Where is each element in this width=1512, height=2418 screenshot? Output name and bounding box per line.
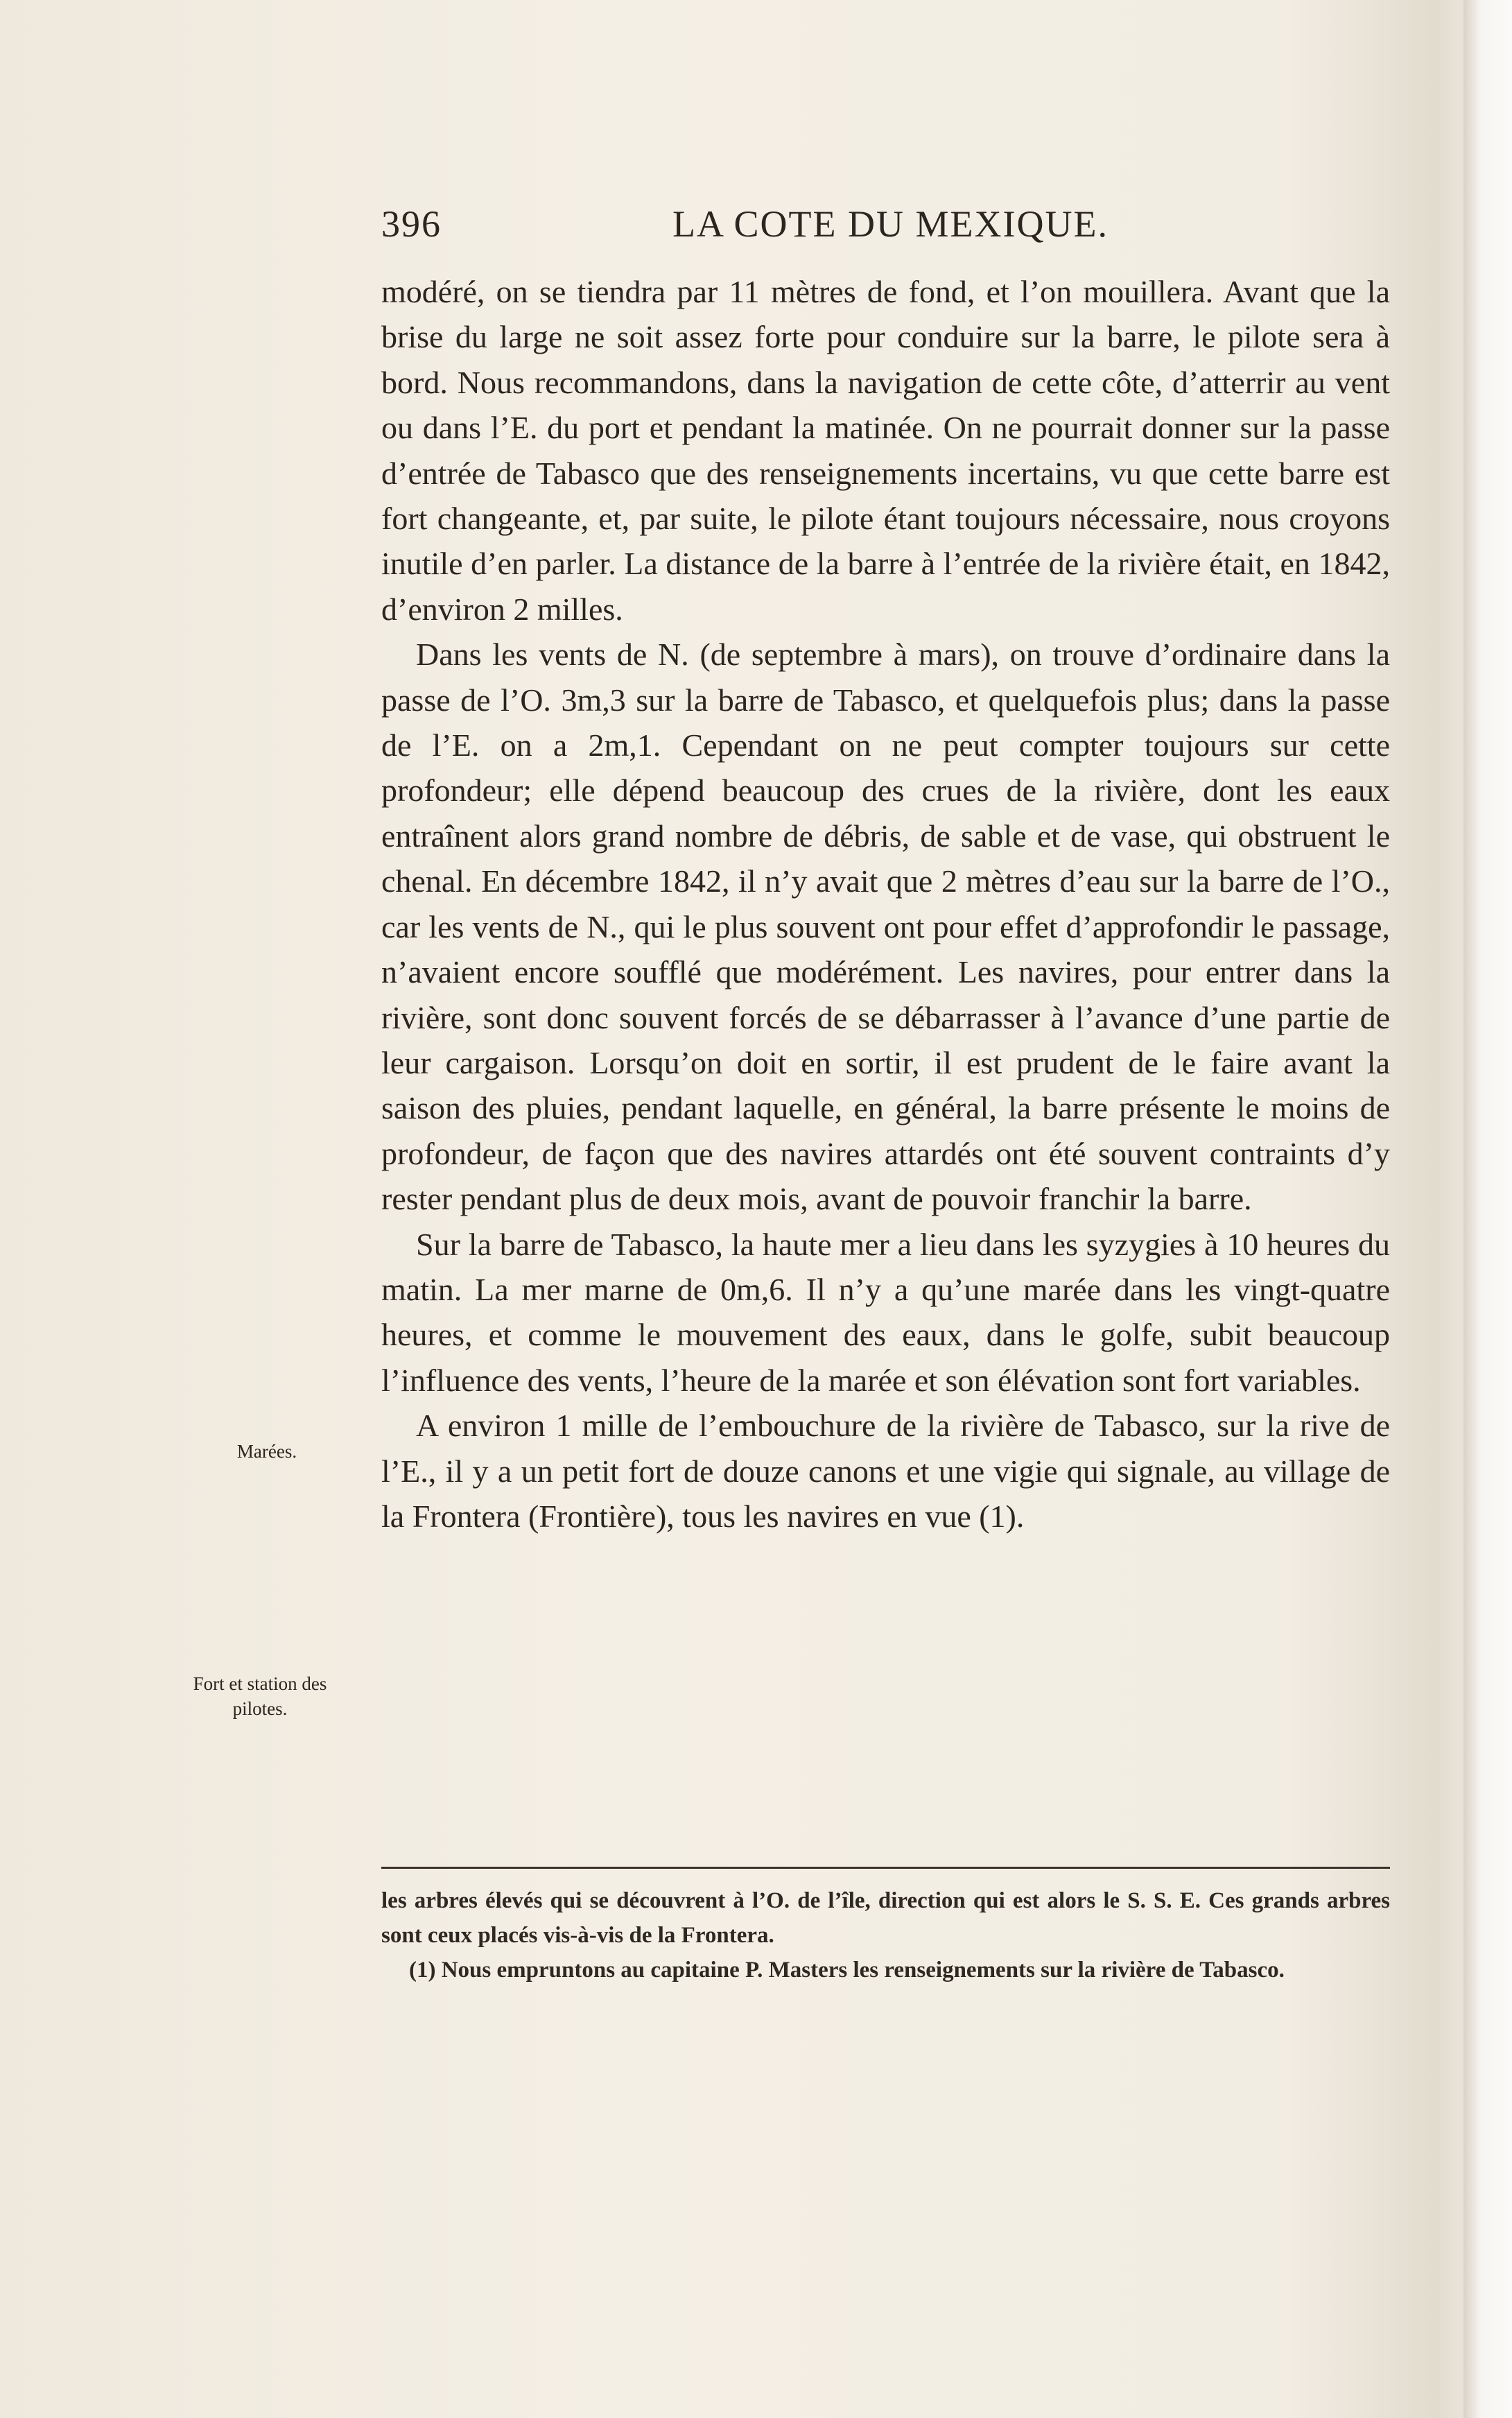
paragraph: modéré, on se tiendra par 11 mètres de fond, et l’on mouillera. Avant que la brise du large ne soit assez forte pour conduire sur la barre, le pilote sera à bord. Nous recommandons, dans la navigation de cette côte, d’atterrir au vent ou dans l’E. du port et pendant la matinée. On ne pourrait donner sur la passe d’entrée de Tabasco que des renseignements incertains, vu que cette barre est fort changeante, et, par suite, le pilote étant toujours nécessaire, nous croyons inutile d’en parler. La distance de la barre à l’entrée de la rivière était, en 1842, d’environ 2 milles. (381, 274, 1390, 627)
footnotes (381, 1883, 1390, 1987)
running-title: LA COTE DU MEXIQUE. (672, 203, 1109, 245)
main-text (381, 269, 1390, 1539)
footnote-divider (381, 1867, 1390, 1869)
paragraph: A environ 1 mille de l’embouchure de la rivière de Tabasco, sur la rive de l’E., il y a un petit fort de douze canons et une vigie qui signale, au village de la Frontera (Frontière), tous les navires en vue (1). (381, 1408, 1390, 1534)
running-header (381, 202, 1390, 265)
paragraph: Sur la barre de Tabasco, la haute mer a lieu dans les syzygies à 10 heures du matin. La mer marne de 0m,6. Il n’y a qu’une marée dans les vingt-quatre heures, et comme le mouvement des eaux, dans le golfe, subit beaucoup l’influence des vents, l’heure de la marée et son élévation sont fort variables. (381, 1226, 1390, 1398)
paragraph: Dans les vents de N. (de septembre à mars), on trouve d’ordinaire dans la passe de l’O. 3m,3 sur la barre de Tabasco, et quelquefois plus; dans la passe de l’E. on a 2m,1. Cependant on ne peut compter toujours sur cette profondeur; elle dépend beaucoup des crues de la rivière, dont les eaux entraînent alors grand nombre de débris, de sable et de vase, qui obstruent le chenal. En décembre 1842, il n’y avait que 2 mètres d’eau sur la barre de l’O., car les vents de N., qui le plus souvent ont pour effet d’approfondir le passage, n’avaient encore soufflé que modérément. Les navires, pour entrer dans la rivière, sont donc souvent forcés de se débarrasser à l’avance d’une partie de leur cargaison. Lorsqu’on doit en sortir, il est prudent de le faire avant la saison des pluies, pendant laquelle, en général, la barre présente le moins de profondeur, de façon que des navires attardés ont été souvent contraints d’y rester pendant plus de deux mois, avant de pouvoir franchir la barre. (381, 637, 1390, 1217)
page-edge (1463, 0, 1512, 2418)
footnote: les arbres élevés qui se découvrent à l’O. de l’île, direction qui est alors le S. S. E. Ces grands arbres sont ceux placés vis-à-vis de la Frontera. (381, 1888, 1390, 1948)
margin-note-fort: Fort et station des pilotes. (193, 1673, 327, 1719)
page-number: 396 (381, 203, 442, 245)
footnote: (1) Nous empruntons au capitaine P. Masters les renseignements sur la rivière de Tabasco. (409, 1958, 1285, 1983)
margin-note-tides: Marées. (236, 1441, 297, 1462)
